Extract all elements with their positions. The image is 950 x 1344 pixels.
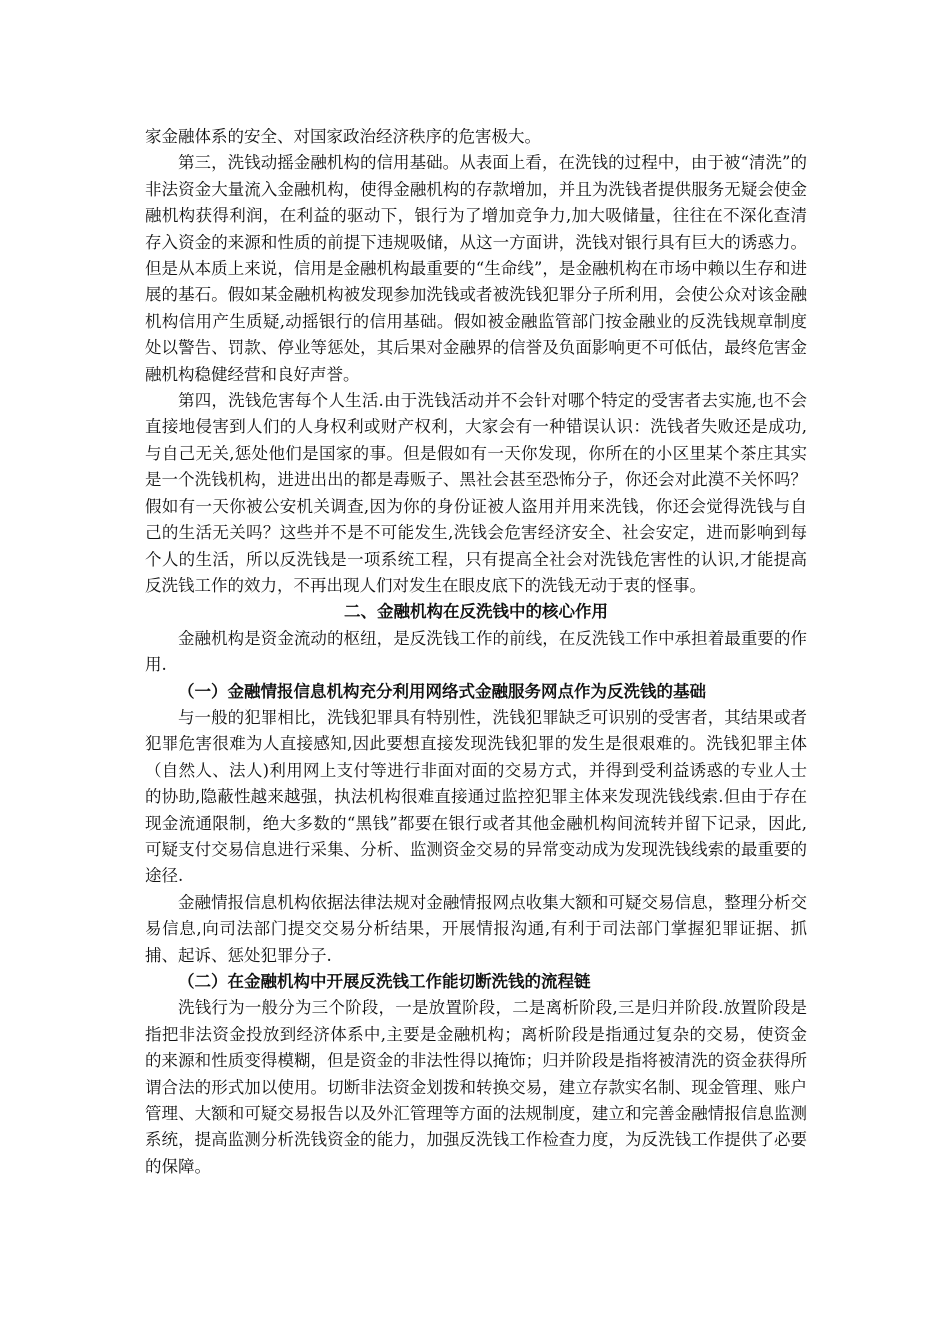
paragraph-continuation: 家金融体系的安全、对国家政治经济秩序的危害极大。 — [145, 127, 541, 146]
subsection-title-1: （一）金融情报信息机构充分利用网络式金融服务网点作为反洗钱的基础 — [178, 681, 706, 701]
subsection-title-2: （二）在金融机构中开展反洗钱工作能切断洗钱的流程链 — [178, 972, 591, 991]
paragraph-subsection-1-a: 与一般的犯罪相比，洗钱犯罪具有特别性，洗钱犯罪缺乏可识别的受害者，其结果或者犯罪危害很难为人直接感知,因此要想直接发现洗钱犯罪的发生是很艰难的。洗钱犯罪主体（自然人、法人)利用网上支付等进行非面对面的交易方式，并得到受利益诱惑的专业人士的协助,隐蔽性越来越强，执法机构很难直接通过监控犯罪主体来发现洗钱线索.但由于存在现金流通限制，绝大多数的“黑钱”都要在银行或者其他金融机构间流转并留下记录，因此,可疑支付交易信息进行采集、分析、监测资金交易的异常变动成为发现洗钱线索的最重要的途径. — [145, 707, 807, 886]
paragraph-third-point: 第三，洗钱动摇金融机构的信用基础。从表面上看，在洗钱的过程中，由于被“清洗”的非法资金大量流入金融机构，使得金融机构的存款增加，并且为洗钱者提供服务无疑会使金融机构获得利润，在利益的驱动下，银行为了增加竞争力,加大吸储量，往往在不深化查清存入资金的来源和性质的前提下违规吸储，从这一方面讲，洗钱对银行具有巨大的诱惑力。但是从本质上来说，信用是金融机构最重要的“生命线”，是金融机构在市场中赖以生存和进展的基石。假如某金融机构被发现参加洗钱或者被洗钱犯罪分子所利用，会使公众对该金融机构信用产生质疑,动摇银行的信用基础。假如被金融监管部门按金融业的反洗钱规章制度处以警告、罚款、停业等惩处，其后果对金融界的信誉及负面影响更不可低估，最终危害金融机构稳健经营和良好声誉。 — [145, 153, 807, 384]
document-page — [145, 124, 807, 1180]
paragraph-subsection-1-b: 金融情报信息机构依据法律法规对金融情报网点收集大额和可疑交易信息，整理分析交易信息,向司法部门提交交易分析结果，开展情报沟通,有利于司法部门掌握犯罪证据、抓捕、起诉、惩处犯罪分子. — [145, 892, 807, 965]
section-title: 二、金融机构在反洗钱中的核心作用 — [344, 602, 608, 622]
paragraph-fourth-point: 第四，洗钱危害每个人生活.由于洗钱活动并不会针对哪个特定的受害者去实施,也不会直接地侵害到人们的人身权利或财产权利，大家会有一种错误认识：洗钱者失败还是成功,与自己无关,惩处他们是国家的事。但是假如有一天你发现，你所在的小区里某个茶庄其实是一个洗钱机构，进进出出的都是毒贩子、黑社会甚至恐怖分子，你还会对此漠不关怀吗？假如有一天你被公安机关调查,因为你的身份证被人盗用并用来洗钱，你还会觉得洗钱与自己的生活无关吗？这些并不是不可能发生,洗钱会危害经济安全、社会安定，进而影响到每个人的生活，所以反洗钱是一项系统工程，只有提高全社会对洗钱危害性的认识,才能提高反洗钱工作的效力，不再出现人们对发生在眼皮底下的洗钱无动于衷的怪事。 — [145, 391, 807, 595]
paragraph-subsection-2: 洗钱行为一般分为三个阶段，一是放置阶段，二是离析阶段,三是归并阶段.放置阶段是指把非法资金投放到经济体系中,主要是金融机构；离析阶段是指通过复杂的交易，使资金的来源和性质变得模糊，但是资金的非法性得以掩饰；归并阶段是指将被清洗的资金获得所谓合法的形式加以使用。切断非法资金划拨和转换交易，建立存款实名制、现金管理、账户管理、大额和可疑交易报告以及外汇管理等方面的法规制度，建立和完善金融情报信息监测系统，提高监测分析洗钱资金的能力，加强反洗钱工作检查力度，为反洗钱工作提供了必要的保障。 — [145, 998, 807, 1176]
paragraph-section-intro: 金融机构是资金流动的枢纽，是反洗钱工作的前线，在反洗钱工作中承担着最重要的作用. — [145, 628, 807, 675]
